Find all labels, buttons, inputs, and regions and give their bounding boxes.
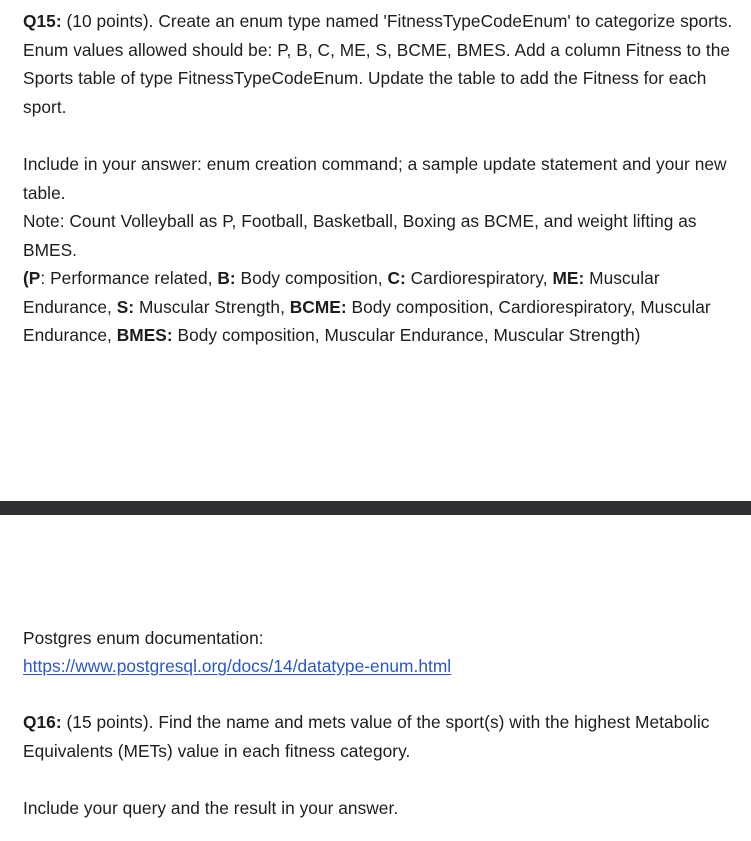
q15-paragraph <box>23 7 735 122</box>
postgres-docs-link[interactable]: https://www.postgresql.org/docs/14/datatype-enum.html <box>23 656 452 676</box>
page-divider <box>0 501 751 515</box>
legend-desc-p: : Performance related, <box>40 268 218 288</box>
q16-text: (15 points). Find the name and mets value of the sport(s) with the highest Metabolic Equivalents (METs) value in each fitness category. <box>23 712 710 761</box>
legend-desc-bcme: Body composition, Cardiorespiratory, Muscular Endurance, <box>23 296 711 346</box>
docs-link-line <box>23 652 735 681</box>
docs-label: Postgres enum documentation: <box>23 628 264 648</box>
legend-code-p: (P <box>23 268 41 288</box>
legend-desc-b: Body composition, <box>235 268 388 288</box>
q16-paragraph <box>23 708 735 765</box>
legend-desc-me: Muscular Endurance, <box>23 268 660 317</box>
q15-text: (10 points). Create an enum type named 'FitnessTypeCodeEnum' to categorize sports. Enum values allowed should be: P, B, C, ME, S, BCME, BMES. Add a column Fitness to the Sports table of type FitnessTypeCodeEnum. Update the table to add the Fitness for each sport. <box>23 11 733 118</box>
page-bottom-section <box>0 516 751 841</box>
legend-code-c: C: <box>387 268 406 288</box>
legend-desc-bmes: Body composition, Muscular Endurance, Muscular Strength) <box>172 325 641 346</box>
legend-desc-s: Muscular Strength, <box>134 296 290 317</box>
legend-code-b: B: <box>217 268 236 288</box>
q16-include-instructions: Include your query and the result in your answer. <box>23 798 399 818</box>
legend-desc-c: Cardiorespiratory, <box>405 268 553 288</box>
q15-note: Note: Count Volleyball as P, Football, Basketball, Boxing as BCME, and weight lifting as BMES. <box>23 211 697 260</box>
fitness-code-legend <box>23 264 735 350</box>
legend-code-bcme: BCME: <box>289 296 347 317</box>
legend-code-s: S: <box>116 296 135 317</box>
legend-code-bmes: BMES: <box>116 325 173 346</box>
q15-label: Q15: <box>23 11 62 31</box>
q15-include-instructions: Include in your answer: enum creation command; a sample update statement and your new table. <box>23 154 727 203</box>
legend-code-me: ME: <box>552 268 585 288</box>
q16-label: Q16: <box>23 712 62 732</box>
